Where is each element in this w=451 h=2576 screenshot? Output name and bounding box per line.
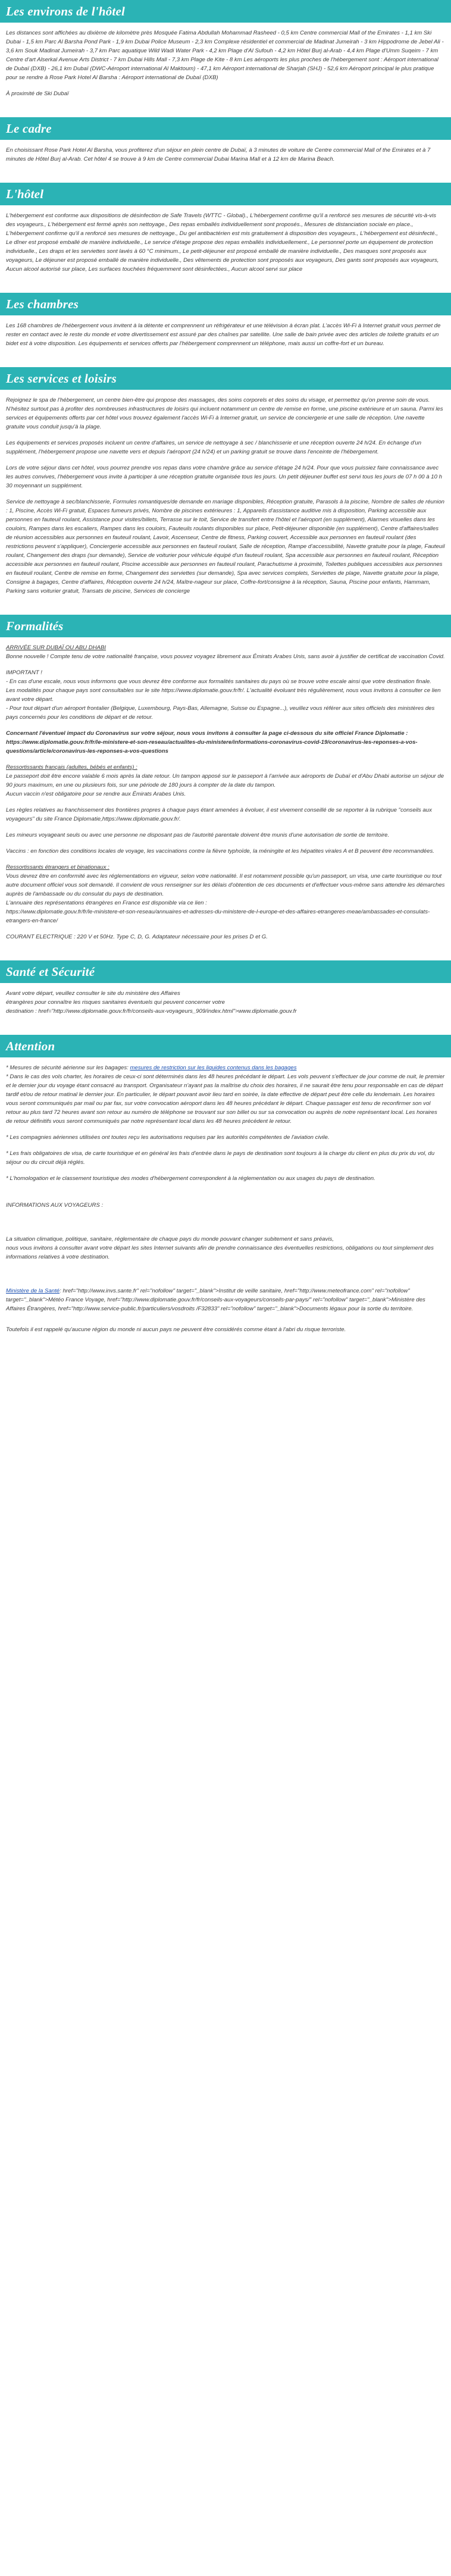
section-title: Les environs de l'hôtel xyxy=(6,4,126,18)
section-header xyxy=(0,117,451,140)
paragraph: Avant votre départ, veuillez consulter le site du ministère des Affaires xyxy=(6,990,180,997)
subheading: ARRIVÉE SUR DUBAÏ OU ABU DHABI xyxy=(6,644,107,651)
section-header xyxy=(0,1035,451,1057)
paragraph: Lors de votre séjour dans cet hôtel, vous pourrez prendre vos repas dans votre chambre grâce au service d'étage 24 h/24. Pour que vous puissiez faire connaissance avec les autres convives, l'hébergement vous invite à participer à une réception gratuite organisée tous les jours. Un petit déjeuner buffet est servi tous les jours de 07 h 00 à 10 h 30 moyennant un supplément. xyxy=(6,465,442,489)
paragraph: * Dans le cas des vols charter, les horaires de ceux-ci sont déterminés dans les 48 heures précédant le départ. Les vols peuvent s'effectuer de jour comme de nuit, le premier et le dernier jour du voyage étant consacré au transport. Organisateur n'ayant pas la maîtrise du choix des horaires, il ne saurait être tenu pour responsable en cas de départ tardif et/ou de retour matinal le dernier jour. En particulier, le départ pouvant avoir lieu tard en soirée, la date effective de départ peut être celle du lendemain. Les horaires vous seront communiqués par mail ou par fax, sur votre convocation aéroport dans les 48 heures précédant le départ. Chaque passager est tenu de reconfirmer son vol retour au plus tard 72 heures avant son retour au numéro de téléphone se trouvant sur son billet ou sur sa convocation ou auprès de notre représentant local. Les horaires de retour définitifs vous seront communiqués par notre représentant local dans les 48 heures précédent le retour. xyxy=(6,1073,445,1125)
text: : href="http://www.invs.sante.fr" rel="nofollow" target="_blank">Institut de veille sanitaire, href="http://www.meteofrance.com" rel="nofollow" target="_blank">Météo France Voyage, href="http://www.diplomatie.gouv.fr/fr/conseils-aux-voyageurs/conseils-par-pays/" rel="nofollow" target="_blank">Ministère des Affaires Étrangères, href="http://www.service-public.fr/particuliers/vosdroits /F32833" rel="nofollow" target="_blank">Documents légaux pour la sortie du territoire. xyxy=(6,1288,425,1312)
section-body xyxy=(0,390,451,606)
section-body xyxy=(0,315,451,359)
section-header xyxy=(0,293,451,315)
paragraph: COURANT ELECTRIQUE : 220 V et 50Hz. Type C, D, G. Adaptateur nécessaire pour les prises D et G. xyxy=(6,934,268,940)
paragraph: La situation climatique, politique, sanitaire, réglementaire de chaque pays du monde pouvant changer subitement et sans préavis, xyxy=(6,1236,334,1242)
section-chambres xyxy=(0,293,451,359)
paragraph: L'hébergement est conforme aux dispositions de désinfection de Safe Travels (WTTC - Global)., L'hébergement confirme qu'il a renforcé ses mesures de sécurité vis-à-vis des voyageurs., L'hébergement est fermé après son nettoyage., Des repas emballés individuellement sont proposés., Mesures de distanciation sociale en place., L'hébergement confirme qu'il a renforcé ses mesures de nettoyage., Du gel antibactérien est mis gratuitement à disposition des voyageurs., L'hébergement est désinfecté., Le dîner est proposé emballé de manière individuelle., Le service d'étage propose des repas emballés individuellement., Le personnel porte un équipement de protection individuelle., Les draps et les serviettes sont lavés à 60 °C minimum., Le petit-déjeuner est proposé emballé de manière individuelle., Des masques sont proposés aux voyageurs, Le déjeuner est proposé emballé de manière individuelle., Des vêtements de protection sont proposés aux voyageurs, Des gants sont proposés aux voyageurs, Aucun alcool autorisé sur place, Les surfaces touchées fréquemment sont désinfectées., Aucun alcool servi sur place xyxy=(6,212,439,273)
section-title: L'hôtel xyxy=(6,186,44,201)
liquids-restriction-link[interactable]: mesures de restriction sur les liquides contenus dans les bagages xyxy=(130,1065,297,1071)
section-body xyxy=(0,205,451,284)
paragraph: * Les compagnies aériennes utilisées ont toutes reçu les autorisations requises par les autorités compétentes de l'aviation civile. xyxy=(6,1134,330,1141)
section-header xyxy=(0,0,451,23)
paragraph: destination : href="http://www.diplomatie.gouv.fr/fr/conseils-aux-voyageurs_909/index.html">www.diplomatie.gouv.fr xyxy=(6,1008,297,1015)
paragraph: * L'homologation et le classement touristique des modes d'hébergement correspondent à la réglementation ou aux usages du pays de destination. xyxy=(6,1175,375,1182)
spacer xyxy=(6,1320,445,1325)
paragraph xyxy=(6,1287,445,1313)
section-sante xyxy=(0,960,451,1026)
paragraph: Toutefois il est rappelé qu'aucune région du monde ni aucun pays ne peuvent être considérés comme étant à l'abri du risque terroriste. xyxy=(6,1326,346,1333)
section-title: Les services et loisirs xyxy=(6,371,117,386)
paragraph: étrangères pour connaître les risques sanitaires éventuels qui peuvent concerner votre xyxy=(6,999,225,1006)
section-environs xyxy=(0,0,451,109)
spacer xyxy=(6,1217,445,1235)
section-body xyxy=(0,983,451,1026)
section-title: Santé et Sécurité xyxy=(6,964,95,979)
paragraph: INFORMATIONS AUX VOYAGEURS : xyxy=(6,1202,104,1209)
paragraph: Les distances sont affichées au dixième de kilomètre près Mosquée Fatima Abdullah Mohammad Rasheed - 0,5 km Centre commercial Mall of the Emirates - 1,1 km Ski Dubai - 1,5 km Parc Al Barsha Pond Park - 1,9 km Dubai Police Museum - 2,3 km Complexe résidentiel et commercial de Madinat Jumeirah - 3 km Hippodrome de Jebel Ali - 3,6 km Souk Madinat Jumeirah - 3,7 km Parc aquatique Wild Wadi Water Park - 4,2 km Plage d'Al Sufouh - 4,2 km Hôtel Burj al-Arab - 4,4 km Plage d'Umm Suqeim - 7 km Centre d'art Alserkal Avenue Arts District - 7 km Dubai Hills Mall - 7,3 km Plage de Kite - 8 km Les aéroports les plus proches de l'hébergement sont : Aéroport international de Dubaï (DXB) - 26,1 km Dubaï (DWC-Aéroport international Al Maktoum) - 47,1 km Aéroport international de Sharjah (SHJ) - 52,6 km Aéroport principal le plus pratique pour se rendre à Rose Park Hotel Al Barsha : Aéroport international de Dubaï (DXB) xyxy=(6,30,444,81)
section-attention xyxy=(0,1035,451,1345)
paragraph xyxy=(6,1063,445,1072)
section-services xyxy=(0,367,451,606)
section-title: Les chambres xyxy=(6,296,79,311)
section-cadre xyxy=(0,117,451,174)
paragraph: Les règles relatives au franchissement des frontières propres à chaque pays étant amenées à évoluer, il est vivement conseillé de se reporter à la rubrique "conseils aux voyageurs" du site France Diplomatie,https://www.diplomatie.gouv.fr/. xyxy=(6,807,432,822)
paragraph: En choisissant Rose Park Hotel Al Barsha, vous profiterez d'un séjour en plein centre de Dubaï, à 3 minutes de voiture de Centre commercial Mall of the Emirates et à 7 minutes de Hôtel Burj al-Arab. Cet hôtel 4 se trouve à 9 km de Centre commercial Dubai Marina Mall et à 12 km de Marina Beach. xyxy=(6,147,431,162)
text: * Mesures de sécurité aérienne sur les bagages: xyxy=(6,1065,130,1071)
paragraph: À proximité de Ski Dubaï xyxy=(6,90,69,97)
paragraph: - Pour tout départ d'un aéroport frontalier (Belgique, Luxembourg, Pays-Bas, Allemagne, Suisse ou Espagne...), veuillez vous référer aux sites officiels des ministères des pays concernés pour les conditions de départ et de retour. xyxy=(6,705,435,721)
subheading: IMPORTANT ! xyxy=(6,669,42,676)
paragraph: https://www.diplomatie.gouv.fr/fr/le-ministere-et-son-reseau/annuaires-et-adresses-du-ministere-de-l-europe-et-des-affaires-etrangeres-meae/ambassades-et-consulats-etrangers-en-france/ xyxy=(6,909,430,924)
paragraph: nous vous invitons à consulter avant votre départ les sites Internet suivants afin de prendre connaissance des éventuelles restrictions, obligations ou tout simplement des informations relatives à votre destination. xyxy=(6,1245,434,1260)
section-hotel xyxy=(0,183,451,284)
section-body xyxy=(0,140,451,174)
paragraph: Les 168 chambres de l'hébergement vous invitent à la détente et comprennent un réfrigérateur et une télévision à écran plat. L'accès Wi-Fi à Internet gratuit vous permet de rester en contact avec le reste du monde et votre divertissement est assuré par des chaînes par satellite. Une salle de bain privée avec des articles de toilette gratuits et un bidet est à votre disposition. Les équipements et services offerts par l'hébergement comprennent un téléphone, mais aussi un coffre-fort et un bureau. xyxy=(6,323,441,347)
section-header xyxy=(0,960,451,983)
paragraph: Concernant l'éventuel impact du Coronavirus sur votre séjour, nous vous invitons à consulter la page ci-dessous du site officiel France Diplomatie : xyxy=(6,730,408,737)
section-formalites xyxy=(0,615,451,952)
section-body xyxy=(0,1057,451,1345)
section-body xyxy=(0,637,451,952)
paragraph: Service de nettoyage à sec/blanchisserie, Formules romantiques/de demande en mariage disponibles, Réception gratuite, Parasols à la piscine, Nombre de salles de réunion : 1, Piscine, Accès Wi-Fi gratuit, Espaces fumeurs privés, Nombre de piscines extérieures : 1, Appareils d'assistance auditive mis à disposition, Parking accessible aux personnes en fauteuil roulant, Assistance pour visites/billets, Terrasse sur le toit, Service de transfert entre l'hôtel et l'aéroport (en supplément), Alarmes visuelles dans les couloirs, Rampes dans les escaliers, Rampes dans les couloirs, Fauteuils roulants disponibles sur place, Petit-déjeuner disponible (en supplément), Centre d'affaires/salles de réunion accessibles aux personnes en fauteuil roulant, Lavoir, Ascenseur, Centre de fitness, Parking couvert, Accessible aux personnes en fauteuil roulant (des restrictions peuvent s'appliquer), Conciergerie accessible aux personnes en fauteuil roulant, Salle de réception, Rampe d'accessibilité, Navette gratuite pour la plage, Fauteuil roulant, Changement des draps (sur demande), Service de voiturier pour véhicule équipé d'un fauteuil roulant, Spa accessible aux personnes en fauteuil roulant, Réception accessible aux personnes en fauteuil roulant, Piscine accessible aux personnes en fauteuil roulant, Parachutisme à proximité, Toilettes publiques accessibles aux personnes en fauteuil roulant, Centre de remise en forme, Changement des serviettes (sur demande), Spa avec services complets, Serviettes de plage, Navette gratuite pour la plage, Consigne à bagages, Centre d'affaires, Réception ouverte 24 h/24, Maître-nageur sur place, Coffre-fort/consigne à la réception, Sauna, Piscine pour enfants, Hammam, Parking sans voiturier gratuit, Transats de piscine, Services de concierge xyxy=(6,499,445,594)
paragraph: Les mineurs voyageant seuls ou avec une personne ne disposant pas de l'autorité parentale doivent être munis d'une autorisation de sortie de territoire. xyxy=(6,832,390,838)
paragraph: Les équipements et services proposés incluent un centre d'affaires, un service de nettoyage à sec / blanchisserie et une réception ouverte 24 h/24. En échange d'un supplément, l'hébergement propose une navette vers et depuis l'aéroport (24 h/24) et un parking gratuit se trouve dans l'enceinte de l'hébergement. xyxy=(6,440,422,455)
covid-link-text: https://www.diplomatie.gouv.fr/fr/le-ministere-et-son-reseau/actualites-du-ministere/informations-coronavirus-covid-19/coronavirus-les-reponses-a-vos-questions/article/coronavirus-les-reponses-a-vos-questions xyxy=(6,739,418,755)
section-body xyxy=(0,23,451,109)
spacer xyxy=(6,1190,445,1201)
section-header xyxy=(0,615,451,637)
section-title: Le cadre xyxy=(6,121,52,136)
subheading: Ressortissants étrangers et binationaux : xyxy=(6,864,109,871)
paragraph: Vaccins : en fonction des conditions locales de voyage, les vaccinations contre la fièvre typhoïde, la méningite et les hépatites virales A et B peuvent être recommandées. xyxy=(6,848,434,855)
paragraph: L'annuaire des représentations étrangères en France est disponible via ce lien : xyxy=(6,900,207,906)
paragraph: * Les frais obligatoires de visa, de carte touristique et en général les frais d'entrée dans le pays de destination sont toujours à la charge du client en plus du prix du vol, du séjour ou du circuit déjà réglés. xyxy=(6,1150,435,1166)
paragraph: Bonne nouvelle ! Compte tenu de votre nationalité française, vous pouvez voyagez librement aux Émirats Arabes Unis, sans avoir à justifier de certificat de vaccination Covid. xyxy=(6,653,445,660)
paragraph: Le passeport doit être encore valable 6 mois après la date retour. Un tampon apposé sur le passeport à l'arrivée aux aéroports de Dubaï et d'Abu Dhabi autorise un séjour de 90 jours maximum, en une ou plusieurs fois, sur une période de 180 jours à compter de la date du tampon. xyxy=(6,773,444,788)
paragraph: Rejoignez le spa de l'hébergement, un centre bien-être qui propose des massages, des soins corporels et des soins du visage, et permettez qu'on prenne soin de vous. N'hésitez surtout pas à profiter des nombreuses infrastructures de loisirs qui incluent notamment un centre de remise en forme, une piscine extérieure et un sauna. Parmi les services et équipements offerts par cet hôtel vous trouvez également l'accès Wi-Fi à Internet gratuit, un service de conciergerie et une salle de réception. Une navette gratuite vous conduit jusqu'à la plage. xyxy=(6,397,443,430)
subheading: Ressortissants français (adultes, bébés et enfants) : xyxy=(6,764,137,771)
section-title: Attention xyxy=(6,1038,55,1053)
section-header xyxy=(0,367,451,390)
paragraph: - En cas d'une escale, nous vous informons que vous devrez être conforme aux formalités sanitaires du pays où se trouve votre escale ainsi que votre destination finale. xyxy=(6,678,431,685)
section-header xyxy=(0,183,451,205)
health-ministry-link[interactable]: Ministère de la Santé xyxy=(6,1288,60,1294)
paragraph: Vous devrez être en conformité avec les réglementations en vigueur, selon votre nationalité. Il est notamment possible qu'un passeport, un visa, une carte touristique ou tout autre document officiel vous soit demandé. Il convient de vous renseigner sur les délais d'obtention de ces documents et d'effectuer vous-même sans attendre les démarches auprès de l'ambassade ou du consulat du pays de destination. xyxy=(6,873,445,897)
paragraph: Les modalités pour chaque pays sont consultables sur le site https://www.diplomatie.gouv.fr/fr/. L'actualité évoluant très régulièrement, nous vous invitons à consulter ce lien avant votre départ. xyxy=(6,687,441,703)
spacer xyxy=(6,1269,445,1287)
section-title: Formalités xyxy=(6,618,64,633)
paragraph: Aucun vaccin n'est obligatoire pour se rendre aux Émirats Arabes Unis. xyxy=(6,791,186,797)
